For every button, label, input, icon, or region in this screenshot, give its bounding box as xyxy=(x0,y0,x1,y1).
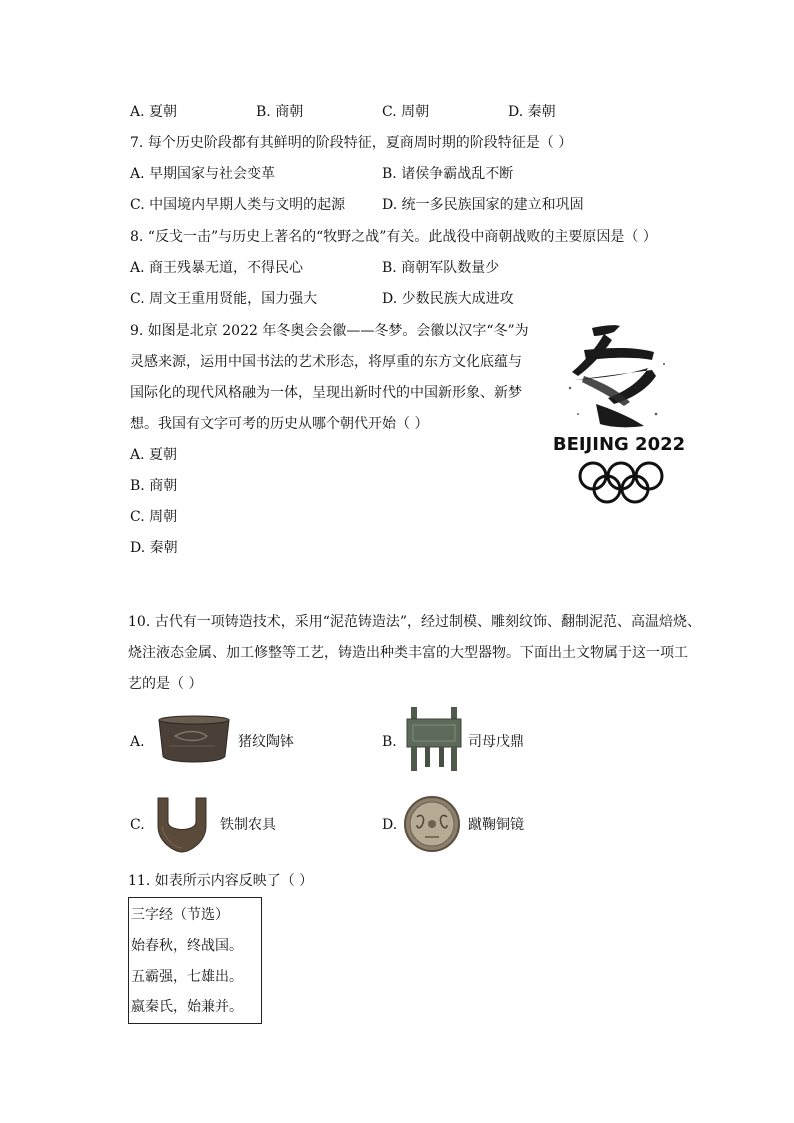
q7-option-c[interactable]: C. 中国境内早期人类与文明的起源 xyxy=(130,197,346,213)
q6-option-b[interactable]: B. 商朝 xyxy=(256,104,304,120)
q10-stem-line3: 艺的是（ ） xyxy=(128,676,203,692)
q11-stem: 11. 如表所示内容反映了（ ） xyxy=(128,873,314,889)
q10-option-b-letter[interactable]: B. xyxy=(382,734,397,750)
q10-stem-line2: 烧注液态金属、加工修整等工艺，铸造出种类丰富的大型器物。下面出土文物属于这一项工 xyxy=(128,645,688,661)
q7-stem: 7. 每个历史阶段都有其鲜明的阶段特征，夏商周时期的阶段特征是（ ） xyxy=(130,135,573,151)
q9-stem-line2: 灵感来源，运用中国书法的艺术形态，将厚重的东方文化底蕴与 xyxy=(130,354,522,370)
iron-farm-tool-image xyxy=(150,796,214,856)
q7-option-a[interactable]: A. 早期国家与社会变革 xyxy=(130,166,276,182)
q9-stem-line3: 国际化的现代风格融为一体，呈现出新时代的中国新形象、新梦 xyxy=(130,385,522,401)
q7-option-b[interactable]: B. 诸侯争霸战乱不断 xyxy=(382,166,514,182)
simuwu-ding-image xyxy=(403,705,465,773)
q9-option-c[interactable]: C. 周朝 xyxy=(130,509,178,525)
q9-stem-line4: 想。我国有文字可考的历史从哪个朝代开始（ ） xyxy=(130,416,429,432)
q9-option-b[interactable]: B. 商朝 xyxy=(130,478,178,494)
q10-option-a-letter[interactable]: A. xyxy=(130,734,145,750)
q9-option-a[interactable]: A. 夏朝 xyxy=(130,447,178,463)
q8-stem: 8. “反戈一击”与历史上著名的“牧野之战”有关。此战役中商朝战败的主要原因是（ ） xyxy=(130,229,657,245)
q10-option-b-label[interactable]: 司母戊鼎 xyxy=(468,734,524,750)
cuju-bronze-mirror-image xyxy=(403,795,461,853)
beijing-2022-emblem xyxy=(544,318,694,516)
table-row: 三字经（节选） xyxy=(131,907,229,923)
q7-option-d[interactable]: D. 统一多民族国家的建立和巩固 xyxy=(382,197,584,213)
q10-option-c-letter[interactable]: C. xyxy=(130,817,145,833)
q6-option-d[interactable]: D. 秦朝 xyxy=(508,104,556,120)
sanzijing-table xyxy=(128,897,262,1024)
q6-option-a[interactable]: A. 夏朝 xyxy=(130,104,178,120)
table-row: 五霸强，七雄出。 xyxy=(131,969,243,985)
table-row: 始春秋，终战国。 xyxy=(131,938,243,954)
q8-option-b[interactable]: B. 商朝军队数量少 xyxy=(382,260,500,276)
q10-option-a-label[interactable]: 猪纹陶钵 xyxy=(238,734,294,750)
q10-option-c-label[interactable]: 铁制农具 xyxy=(220,817,276,833)
q10-option-d-label[interactable]: 蹴鞠铜镜 xyxy=(468,817,524,833)
q8-option-a[interactable]: A. 商王残暴无道，不得民心 xyxy=(130,260,304,276)
q8-option-d[interactable]: D. 少数民族大成进攻 xyxy=(382,291,514,307)
table-row: 嬴秦氏，始兼并。 xyxy=(131,999,243,1015)
q10-option-d-letter[interactable]: D. xyxy=(382,817,398,833)
q8-option-c[interactable]: C. 周文王重用贤能，国力强大 xyxy=(130,291,318,307)
q6-option-c[interactable]: C. 周朝 xyxy=(382,104,430,120)
q9-stem-line1: 9. 如图是北京 2022 年冬奥会会徽——冬梦。会徽以汉字“冬”为 xyxy=(130,323,529,339)
q10-stem-line1: 10. 古代有一项铸造技术，采用“泥范铸造法”，经过制模、雕刻纹饰、翻制泥范、高温焙烧、 xyxy=(128,614,702,630)
pig-pattern-pottery-bowl-image xyxy=(155,710,233,768)
winter-dream-emblem-icon xyxy=(544,318,694,516)
q9-option-d[interactable]: D. 秦朝 xyxy=(130,540,178,556)
beijing-2022-text: BEIJING 2022 xyxy=(552,434,686,455)
